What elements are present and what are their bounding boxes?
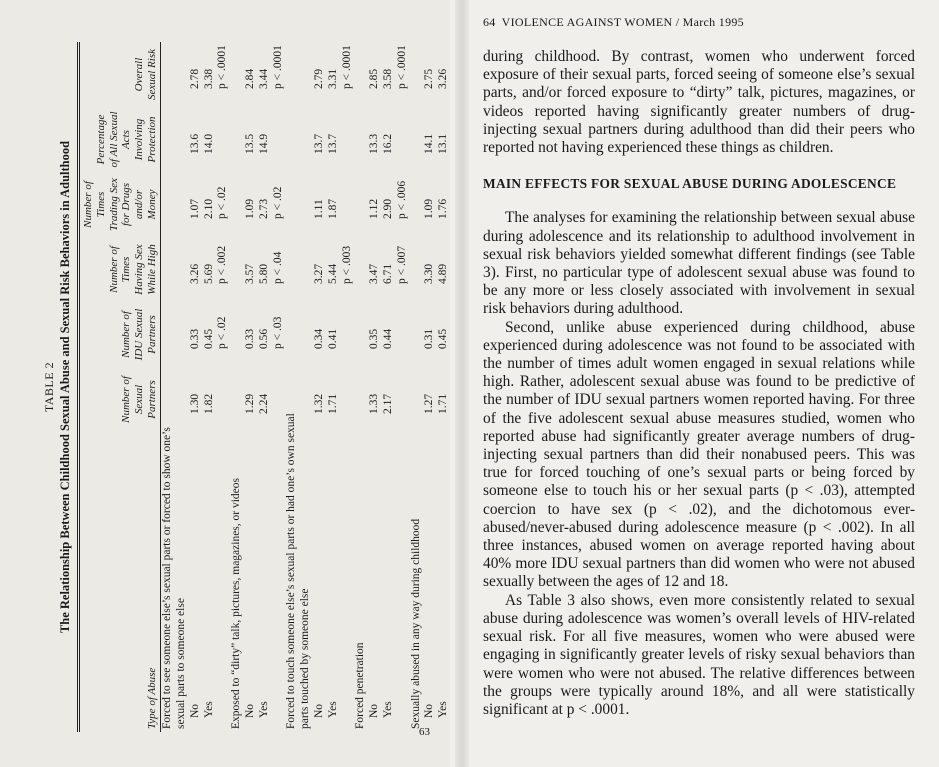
p-value bbox=[396, 107, 410, 172]
table-row bbox=[244, 42, 258, 732]
page-number-left: 63 bbox=[419, 726, 430, 738]
table-row bbox=[203, 42, 217, 732]
table-row bbox=[313, 42, 327, 732]
table-cell: 13.7 bbox=[326, 133, 339, 154]
row-label: No bbox=[244, 703, 257, 718]
table-cell: 1.27 bbox=[423, 393, 436, 414]
table-cell: 1.11 bbox=[313, 199, 325, 219]
table-cell: 1.71 bbox=[437, 393, 450, 414]
table-cell: 1.09 bbox=[244, 198, 257, 219]
table-cell: 2.78 bbox=[188, 68, 201, 89]
column-header: Percentage of All Sexual Acts Involving Protection bbox=[95, 111, 158, 168]
p-value bbox=[341, 367, 355, 432]
table-row bbox=[437, 42, 451, 732]
row-label: No bbox=[423, 703, 436, 718]
column-header: Number of Times Trading Sex for Drugs and/or Money bbox=[82, 178, 158, 231]
p-value: p < .0001 bbox=[340, 45, 353, 89]
paragraph: The analyses for examining the relationship between sexual abuse during adolescence and its relationship to adulthood involvement in sexual risk behaviors yielded somewhat different findings (see Table 3). First, no particular type of adolescent sexual abuse was found to be any more or less closely associated with involvement in sexual risk behaviors during adulthood. bbox=[483, 209, 915, 318]
table-row bbox=[258, 42, 272, 732]
table-cell: 1.76 bbox=[437, 198, 450, 219]
page-number-right: 64 bbox=[483, 15, 496, 29]
paragraph: during childhood. By contrast, women who underwent forced exposure of their sexual parts, forced seeing of someone else’s sexual parts, and/or forced exposure to “dirty” talk, pictures, magazines, or videos reported having significantly greater numbers of drug-injecting sexual partners during adulthood than did their peers who reported not having experienced these things as children. bbox=[483, 48, 915, 157]
p-value bbox=[272, 107, 286, 172]
table-row bbox=[368, 42, 382, 732]
table-cell: 14.1 bbox=[423, 133, 436, 154]
table-2 bbox=[42, 42, 450, 732]
p-value bbox=[341, 107, 355, 172]
p-value: p < .02 bbox=[216, 316, 229, 349]
row-label: Yes bbox=[326, 701, 339, 718]
table-cell: 13.5 bbox=[244, 133, 257, 154]
table-rows bbox=[161, 42, 472, 732]
table-cell: 1.33 bbox=[368, 393, 381, 414]
column-header: Overall Sexual Risk bbox=[132, 49, 158, 101]
column-header: Type of Abuse bbox=[145, 667, 158, 729]
table-cell: 2.17 bbox=[381, 393, 394, 414]
table-cell: 0.33 bbox=[244, 328, 257, 349]
pvalue-row bbox=[216, 42, 230, 732]
row-label: Yes bbox=[381, 701, 394, 718]
p-value: p < .002 bbox=[216, 245, 229, 284]
table-cell: 1.30 bbox=[188, 393, 201, 414]
table-body bbox=[80, 42, 471, 732]
table-cell: 2.79 bbox=[313, 68, 325, 89]
table-cell: 3.58 bbox=[381, 68, 394, 89]
table-cell: 13.3 bbox=[368, 133, 381, 154]
table-cell: 2.90 bbox=[381, 198, 394, 219]
table-cell: 3.26 bbox=[437, 68, 450, 89]
table-cell: 1.12 bbox=[368, 198, 381, 219]
p-value bbox=[396, 302, 410, 367]
table-cell: 5.69 bbox=[202, 263, 215, 284]
p-value bbox=[272, 367, 286, 432]
table-title: The Relationship Between Childhood Sexual Abuse and Sexual Risk Behaviors in Adulthood bbox=[58, 140, 73, 634]
table-cell: 1.29 bbox=[244, 393, 257, 414]
table-row bbox=[382, 42, 396, 732]
table-cell: 6.71 bbox=[381, 263, 394, 284]
table-cell: 13.7 bbox=[313, 133, 325, 154]
table-row bbox=[189, 42, 203, 732]
p-value bbox=[341, 172, 355, 237]
row-label: Yes bbox=[437, 701, 450, 718]
p-value bbox=[396, 367, 410, 432]
table-cell: 0.34 bbox=[313, 328, 325, 349]
table-row bbox=[327, 42, 341, 732]
table-cell: 3.38 bbox=[202, 68, 215, 89]
table-cell: 13.1 bbox=[437, 133, 450, 154]
group-label: Sexually abused in any way during childhood bbox=[409, 518, 422, 729]
column-header: Number of Times Having Sex While High bbox=[107, 244, 158, 295]
table-cell: 3.44 bbox=[257, 68, 270, 89]
table-cell: 0.33 bbox=[188, 328, 201, 349]
p-value: p < .03 bbox=[271, 316, 284, 349]
row-label: No bbox=[313, 703, 325, 718]
table-group-row bbox=[230, 42, 244, 732]
p-value: p < .0001 bbox=[216, 45, 229, 89]
table-cell: 2.85 bbox=[368, 68, 381, 89]
group-label: Exposed to “dirty” talk, pictures, magazines, or videos bbox=[230, 477, 243, 729]
table-row bbox=[423, 42, 437, 732]
table-group-row bbox=[161, 42, 189, 732]
p-value bbox=[216, 367, 230, 432]
table-cell: 1.09 bbox=[423, 198, 436, 219]
table-cell: 2.10 bbox=[202, 198, 215, 219]
pvalue-row bbox=[396, 42, 410, 732]
table-cell: 3.30 bbox=[423, 263, 436, 284]
column-header: Number of IDU Sexual Partners bbox=[120, 308, 158, 361]
row-label: Yes bbox=[257, 701, 270, 718]
table-cell: 0.44 bbox=[381, 328, 394, 349]
running-head bbox=[483, 15, 744, 30]
p-value: p < .0001 bbox=[271, 45, 284, 89]
p-value: p < .02 bbox=[216, 186, 229, 219]
table-group-row bbox=[354, 42, 368, 732]
pvalue-row bbox=[272, 42, 286, 732]
table-cell: 3.47 bbox=[368, 263, 381, 284]
section-heading: MAIN EFFECTS FOR SEXUAL ABUSE DURING ADOLESCENCE bbox=[483, 176, 897, 192]
table-cell: 0.45 bbox=[202, 328, 215, 349]
table-cell: 0.45 bbox=[437, 328, 450, 349]
table-cell: 2.24 bbox=[257, 393, 270, 414]
group-label: Forced to touch someone else’s sexual parts or had one’s own sexual parts touched by someone else bbox=[285, 413, 312, 729]
table-label: TABLE 2 bbox=[42, 361, 56, 413]
table-cell: 2.73 bbox=[257, 198, 270, 219]
table-group-row bbox=[285, 42, 313, 732]
row-label: Yes bbox=[202, 701, 215, 718]
journal-title: VIOLENCE AGAINST WOMEN / March 1995 bbox=[501, 15, 744, 29]
p-value bbox=[216, 107, 230, 172]
table-cell: 2.84 bbox=[244, 68, 257, 89]
p-value: p < .04 bbox=[271, 251, 284, 284]
table-cell: 1.07 bbox=[188, 198, 201, 219]
table-cell: 1.87 bbox=[326, 198, 339, 219]
table-cell: 0.35 bbox=[368, 328, 381, 349]
table-cell: 13.6 bbox=[188, 133, 201, 154]
p-value: p < .0001 bbox=[395, 45, 408, 89]
p-value: p < .007 bbox=[395, 245, 408, 284]
pvalue-row bbox=[341, 42, 355, 732]
table-cell: 5.80 bbox=[257, 263, 270, 284]
column-header: Number of Sexual Partners bbox=[120, 376, 158, 423]
table-cell: 0.56 bbox=[257, 328, 270, 349]
book-gutter bbox=[455, 0, 469, 767]
table-cell: 14.9 bbox=[257, 133, 270, 154]
table-cell: 2.75 bbox=[423, 68, 436, 89]
group-label: Forced to see someone else’s sexual parts or forced to show one’s sexual parts to someone else bbox=[161, 427, 188, 729]
p-value: p < .02 bbox=[271, 186, 284, 219]
table-group-row bbox=[410, 42, 424, 732]
table-cell: 3.26 bbox=[188, 263, 201, 284]
p-value: p < .006 bbox=[395, 180, 408, 219]
table-header-row bbox=[80, 42, 160, 732]
table-cell: 4.89 bbox=[437, 263, 450, 284]
paragraph: Second, unlike abuse experienced during childhood, abuse experienced during adolescence was not found to be associated with the number of times adult women engaged in sexual relations while high. Rather, adolescent sexual abuse was found to be predictive of the number of IDU sexual partners women reported having. For three of the five adolescent sexual abuse measures studied, women who reported abuse had significantly greater average numbers of drug-injecting sexual partners than did their nonabused peers. This was true for forced touching of one’s sexual parts or being forced by someone else to touch his or her sexual parts (p < .03), attempted coercion to have sex (p < .02), and the dichotomous ever-abused/never-abused during adolescence measure (p < .002). In all three instances, abused women on average reported having about 40% more IDU sexual partners than did women who were not abused sexually between the ages of 12 and 18. bbox=[483, 318, 915, 591]
table-cell: 5.44 bbox=[326, 263, 339, 284]
paragraph: As Table 3 also shows, even more consistently related to sexual abuse during adolescence was women’s overall levels of HIV-related sexual risk. For all five measures, women who were abused were engaging in significantly greater levels of risky sexual behaviors than were women who were not abused. The relative differences between the groups were typically around 18%, and all were statistically significant at p < .0001. bbox=[483, 591, 915, 718]
p-value bbox=[341, 302, 355, 367]
table-cell: 3.27 bbox=[313, 263, 325, 284]
row-label: No bbox=[368, 703, 381, 718]
table-cell: 3.31 bbox=[326, 68, 339, 89]
group-label: Forced penetration bbox=[354, 642, 367, 729]
table-cell: 0.31 bbox=[423, 328, 436, 349]
table-cell: 1.82 bbox=[202, 393, 215, 414]
table-cell: 14.0 bbox=[202, 133, 215, 154]
table-cell: 3.57 bbox=[244, 263, 257, 284]
row-label: No bbox=[188, 703, 201, 718]
table-cell: 1.71 bbox=[326, 393, 339, 414]
body-text bbox=[483, 48, 915, 719]
p-value: p < .003 bbox=[340, 245, 353, 284]
table-cell: 0.41 bbox=[326, 328, 339, 349]
table-cell: 1.32 bbox=[313, 393, 325, 414]
table-cell: 16.2 bbox=[381, 133, 394, 154]
